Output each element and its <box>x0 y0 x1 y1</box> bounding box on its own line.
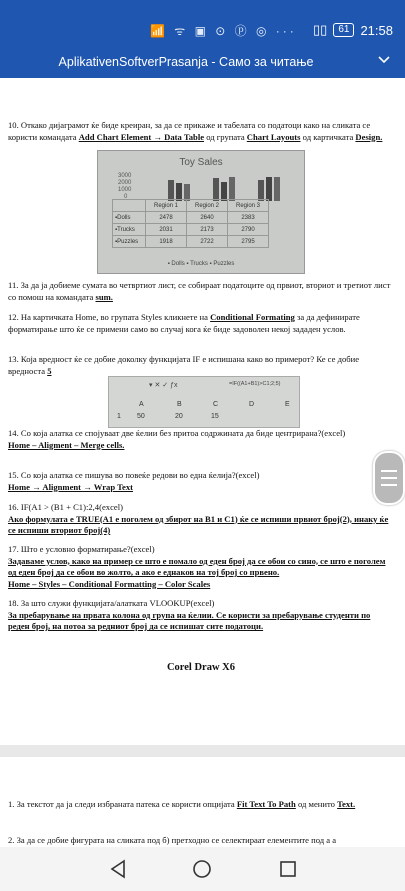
formula-bar: =IF((A1+B1)>C1;2;5) <box>229 381 281 387</box>
chart-title: Toy Sales <box>179 157 223 168</box>
back-icon[interactable] <box>98 855 138 883</box>
fx-icon: ▾ ✕ ✓ ƒx <box>149 382 178 389</box>
data-label: 2031 <box>146 224 187 236</box>
cell-b1: 20 <box>175 413 183 420</box>
chevron-down-icon[interactable] <box>377 52 391 71</box>
data-label: 2790 <box>228 224 269 236</box>
row-header: 1 <box>117 413 121 420</box>
legend-entry: Dolls <box>171 261 185 267</box>
y-tick: 3000 <box>118 173 132 179</box>
data-label: 2640 <box>187 212 228 224</box>
q10-command: Add Chart Element → Data Table <box>78 131 205 142</box>
data-label: 2478 <box>146 212 187 224</box>
corel-question-1 <box>8 799 394 811</box>
series-label: ▪Puzzles <box>113 236 146 248</box>
cell-a1: 50 <box>137 413 145 420</box>
q10-text: 10. Откако дијаграмот ќе биде креиран, за да се прикаже и табелата со податоци како на сликата се користи командата <box>8 120 371 142</box>
chart-bar <box>213 178 219 201</box>
c1-command: Fit Text To Path <box>236 799 296 809</box>
q12-text-b: за да дефинирате форматирање што ќе се примени само во случај кога ќе биде задоволен некој зададен услов. <box>8 312 360 334</box>
q18-answer: За пребарување на првата колона од група на ќелии. Се користи за пребарување студенти по реден број, на потоа за редниот број да се испишат сите податоци. <box>8 609 371 631</box>
data-label: 1918 <box>146 236 187 248</box>
question-12 <box>8 312 394 335</box>
corel-question-2: 2. За да се добие фигурата на сликата под б) претходно се селектираат елементите под а а <box>8 835 337 845</box>
q13-text: 13. Која вредност ќе се добие доколку функцијата IF е испишана како во примерот? Ке се добие вредноста <box>8 354 360 376</box>
document-titlebar <box>0 46 405 78</box>
column-header: C <box>213 401 219 408</box>
question-11 <box>8 280 394 303</box>
column-header: A <box>139 401 144 408</box>
q13-answer: 5 <box>47 365 52 376</box>
page-separator <box>0 745 405 757</box>
category-label: Region 3 <box>228 200 269 212</box>
question-14 <box>8 428 394 451</box>
document-page-2 <box>0 757 405 847</box>
excel-screenshot <box>108 376 300 428</box>
chart-bar <box>258 180 264 201</box>
chart-bar <box>274 177 280 201</box>
column-header: E <box>285 401 290 408</box>
chart-legend: ▪ Dolls ▪ Trucks ▪ Puzzles <box>167 261 235 267</box>
question-10 <box>8 120 394 143</box>
q15-answer: Home → Alignment → Wrap Text <box>8 481 134 492</box>
c1-menu: Text. <box>337 799 356 809</box>
series-name: Trucks <box>117 226 135 233</box>
section-title: Corel Draw X6 <box>166 662 236 673</box>
q10-text-c: од картичката <box>300 131 356 142</box>
legend-entry: Puzzles <box>213 261 235 267</box>
column-header: B <box>177 401 182 408</box>
status-bar <box>0 0 405 46</box>
category-label: Region 1 <box>146 200 187 212</box>
battery-icon: 61 <box>333 23 354 37</box>
series-label: ▪Trucks <box>113 224 146 236</box>
data-label: 2383 <box>228 212 269 224</box>
question-15 <box>8 470 394 493</box>
q14-answer: Home – Aligment – Merge cells. <box>8 439 125 450</box>
column-header: D <box>249 401 255 408</box>
q10-text-b: од групата <box>204 131 247 142</box>
q17-text: 17. Што е условно форматирање?(excel) <box>8 544 155 554</box>
q12-command: Conditional Formating <box>210 312 295 322</box>
document-title: AplikativenSoftverPrasanja - Само за читање <box>58 55 314 69</box>
chart-bar <box>168 180 174 201</box>
q17-answer: Задаваме услов, како на пример се што е помало од еден број да се обои со сино, се што е поголем од еден број да се обои во жолто, а ако е еднаков на тој број со првено. <box>8 555 386 577</box>
c1-text-b: од менито <box>295 799 338 809</box>
q10-tab: Design. <box>355 131 383 142</box>
data-label: 2795 <box>228 236 269 248</box>
recent-apps-icon[interactable] <box>268 855 308 883</box>
cell-c1: 15 <box>211 413 219 420</box>
chart-data-table <box>112 199 269 248</box>
notification-icons: 📶 ᯤ ▣ ⊙ ⓟ ◎ ··· <box>150 24 297 38</box>
y-tick: 1000 <box>118 187 132 193</box>
q16-answer: Ако формулата е TRUE(А1 е поголем од збирот на В1 и С1) ќе се испиши првиот број(2), инаку ќе се испиши вториот број(4) <box>8 513 389 535</box>
home-icon[interactable] <box>182 855 222 883</box>
q18-text: 18. За што служи функцијата/алатката VLOOKUP(excel) <box>8 598 215 608</box>
toy-sales-chart <box>97 150 305 274</box>
q11-command: sum. <box>95 291 113 302</box>
q16-text: 16. IF(A1 > (B1 + C1):2,4(excel) <box>8 502 123 512</box>
y-tick: 0 <box>124 194 128 200</box>
data-label: 2173 <box>187 224 228 236</box>
c1-text: 1. За текстот да ја следи избраната патека се користи опцијата <box>8 799 237 809</box>
data-label: 2722 <box>187 236 228 248</box>
y-tick: 2000 <box>118 180 132 186</box>
series-name: Dolls <box>117 214 131 221</box>
question-13 <box>8 354 394 377</box>
legend-entry: Trucks <box>190 261 208 267</box>
question-16 <box>8 502 394 537</box>
question-18 <box>8 598 394 633</box>
category-label: Region 2 <box>187 200 228 212</box>
q15-text: 15. Со која алатка се пишува во повеќе редови во една ќелија?(excel) <box>8 470 260 480</box>
q17-path: Home – Styles – Conditional Formatting – Color Scales <box>8 578 211 589</box>
document-page <box>0 78 405 746</box>
chart-bar <box>266 177 272 201</box>
q14-text: 14. Со која алатка се спојуваат две ќелии без притоа содржината да биде центрирана?(excel) <box>8 428 346 438</box>
series-label: ▪Dolls <box>113 212 146 224</box>
series-name: Puzzles <box>117 238 139 245</box>
q11-text: 11. За да ја добиеме сумата во четвртиот лист, се собираат податоците од првиот, вториот и третиот лист со помош на командата <box>8 280 391 302</box>
q12-text: 12. На картичката Home, во групата Styles кликнете на <box>8 312 211 322</box>
scroll-handle[interactable] <box>373 451 405 505</box>
q10-group: Chart Layouts <box>246 131 301 142</box>
vibrate-icon: ▯▯ <box>313 22 328 37</box>
question-17 <box>8 544 394 590</box>
navigation-bar <box>0 847 405 891</box>
clock: 21:58 <box>360 22 393 38</box>
chart-bar <box>229 177 235 201</box>
table-corner <box>113 200 146 212</box>
